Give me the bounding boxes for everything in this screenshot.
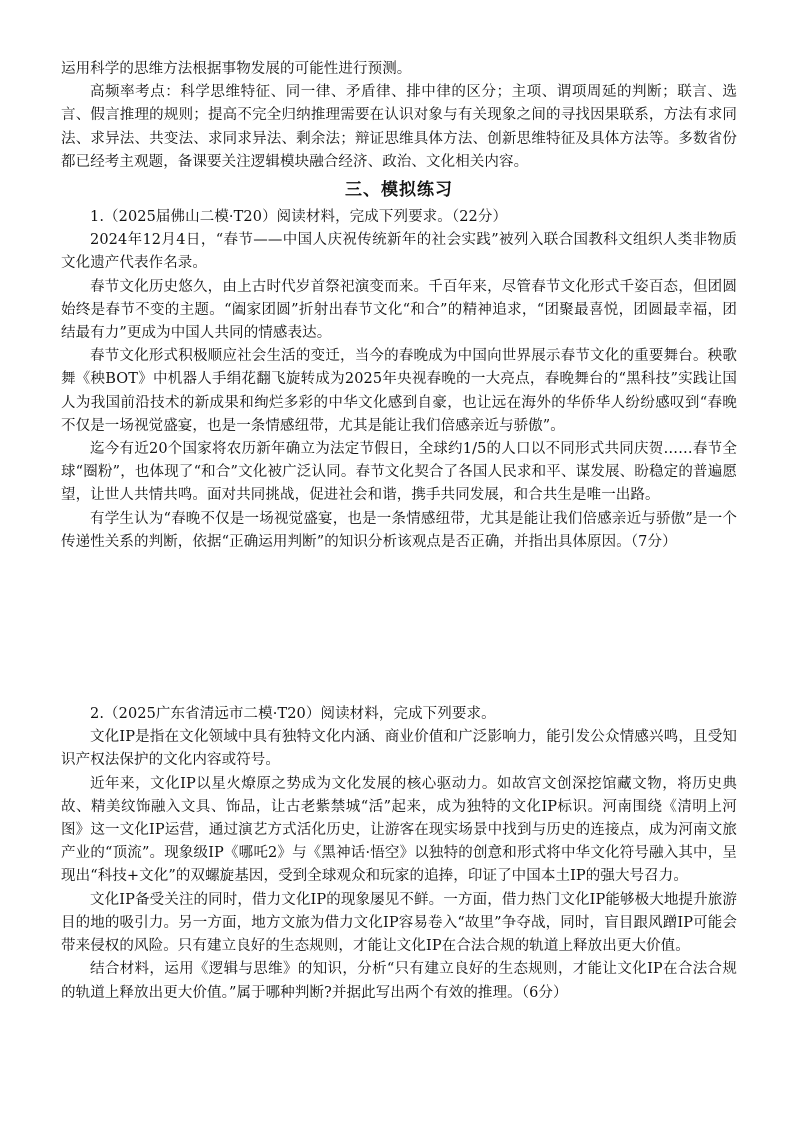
question-1-header: 1.（2025届佛山二模·T20）阅读材料，完成下列要求。（22分） xyxy=(90,209,508,226)
section-title: 三、模拟练习 xyxy=(345,180,453,201)
intro-line: 运用科学的思维方法根据事物发展的可能性进行预测。 xyxy=(61,61,412,77)
question-1 xyxy=(61,206,737,554)
intro-key-points: 高频率考点：科学思维特征、同一律、矛盾律、排中律的区分；主项、谓项周延的判断；联言、选言、假言推理的规则；提高不完全归纳推理需要在认识对象与有关现象之间的寻找因果联系，方法有求同法、求异法、共变法、求同求异法、剩余法；辩证思维具体方法、创新思维特征及具体方法等。多数省份都已经考主观题，备课要关注逻辑模块融合经济、政治、文化相关内容。 xyxy=(61,84,737,170)
question-1-prompt: 有学生认为“春晚不仅是一场视觉盛宴，也是一条情感纽带，尤其是能让我们倍感亲近与骄傲”是一个传递性关系的判断，依据“正确运用判断”的知识分析该观点是否正确，并指出具体原因。（7分） xyxy=(61,510,737,550)
answer-space xyxy=(61,554,737,694)
question-1-paragraph: 春节文化历史悠久，由上古时代岁首祭祀演变而来。千百年来，尽管春节文化形式千姿百态，但团圆始终是春节不变的主题。“阖家团圆”折射出春节文化“和合”的精神追求，“团聚最喜悦，团圆最幸福，团结最有力”更成为中国人共同的情感表达。 xyxy=(61,278,737,342)
question-2-paragraph: 文化IP备受关注的同时，借力文化IP的现象屡见不鲜。一方面，借力热门文化IP能够极大地提升旅游目的地的吸引力。另一方面，地方文旅为借力文化IP容易卷入“故里”争夺战，同时，盲目跟风蹭IP可能会带来侵权的风险。只有建立良好的生态规则，才能让文化IP在合法合规的轨道上释放出更大价值。 xyxy=(61,891,737,955)
question-2-prompt: 结合材料，运用《逻辑与思维》的知识，分析“只有建立良好的生态规则，才能让文化IP在合法合规的轨道上释放出更大价值。”属于哪种判断?并据此写出两个有效的推理。（6分） xyxy=(61,961,737,1001)
question-2 xyxy=(61,703,737,1005)
question-2-paragraph: 文化IP是指在文化领域中具有独特文化内涵、商业价值和广泛影响力，能引发公众情感兴鸣，且受知识产权法保护的文化内容或符号。 xyxy=(61,729,737,769)
question-2-paragraph: 近年来，文化IP以星火燎原之势成为文化发展的核心驱动力。如故宫文创深挖馆藏文物，将历史典故、精美纹饰融入文具、饰品，让古老紫禁城“活”起来，成为独特的文化IP标识。河南围绕《清明上河图》这一文化IP运营，通过演艺方式活化历史，让游客在现实场景中找到与历史的连接点，成为河南文旅产业的“顶流”。现象级IP《哪吒2》与《黑神话·悟空》以独特的创意和形式将中华文化符号融入其中，呈现出“科技+文化”的双螺旋基因，受到全球观众和玩家的追捧，印证了中国本土IP的强大号召力。 xyxy=(61,775,737,885)
question-1-paragraph: 春节文化形式积极顺应社会生活的变迁，当今的春晚成为中国向世界展示春节文化的重要舞台。秧歌舞《秧BOT》中机器人手绢花翻飞旋转成为2025年央视春晚的一大亮点，春晚舞台的“黑科技”实践让国人为我国前沿技术的新成果和绚烂多彩的中华文化感到自豪，也让远在海外的华侨华人纷纷感叹到“春晚不仅是一场视觉盛宴，也是一条情感纽带，尤其是能让我们倍感亲近与骄傲”。 xyxy=(61,348,737,434)
question-1-paragraph: 迄今有近20个国家将农历新年确立为法定节假日，全球约1/5的人口以不同形式共同庆贺……春节全球“圈粉”，也体现了“和合”文化被广泛认同。春节文化契合了各国人民求和平、谋发展、盼稳定的普遍愿望，让世人共情共鸣。面对共同挑战，促进社会和谐，携手共同发展，和合共生是唯一出路。 xyxy=(61,441,737,504)
question-1-paragraph: 2024年12月4日，“春节——中国人庆祝传统新年的社会实践”被列入联合国教科文组织人类非物质文化遗产代表作名录。 xyxy=(61,232,737,272)
document-page xyxy=(61,58,737,1005)
question-2-header: 2.（2025广东省清远市二模·T20）阅读材料，完成下列要求。 xyxy=(90,706,496,723)
